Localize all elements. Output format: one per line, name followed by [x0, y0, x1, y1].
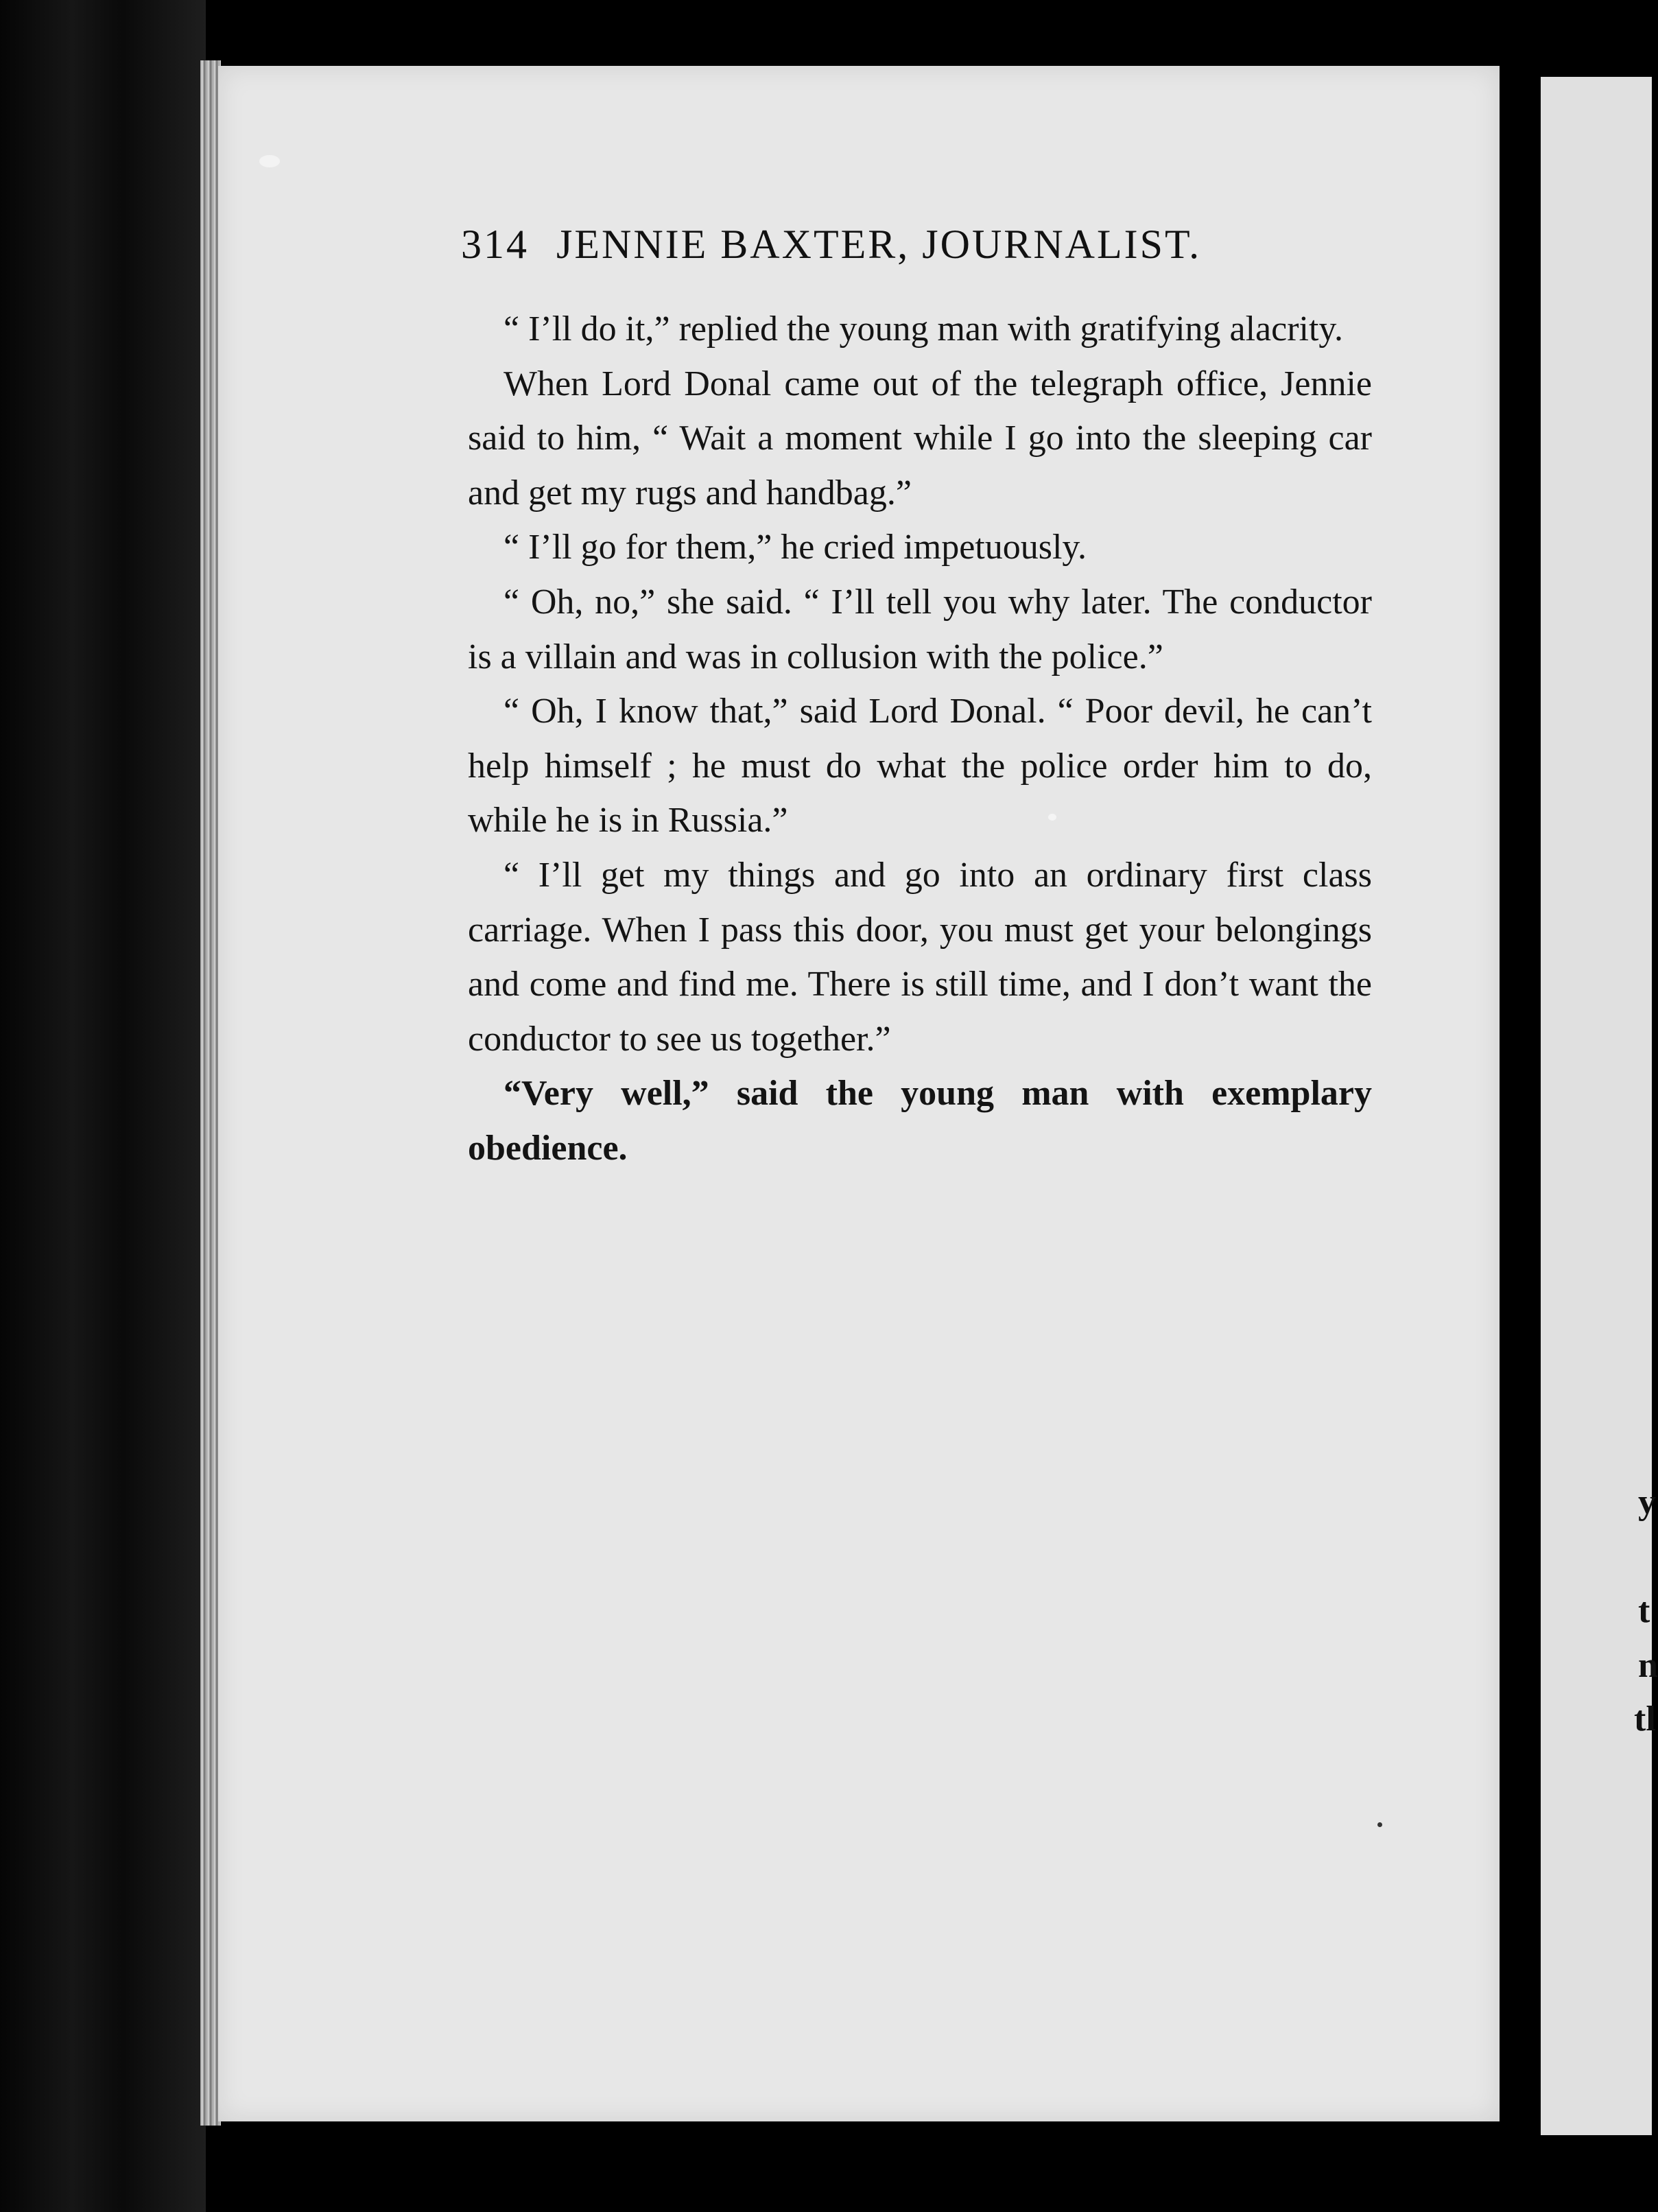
paragraph: “ I’ll do it,” replied the young man with gratifying alacrity. [504, 309, 1344, 349]
paragraph: “ Oh, no,” she said. “ I’ll tell you why later. The conductor is a villain and was in collusion with the police.” [468, 582, 1372, 676]
paragraph: “Very well,” said the young man with exemplary obedience. [468, 1074, 1372, 1168]
book-gutter [1500, 48, 1541, 2148]
next-page-edge [1541, 77, 1652, 2135]
scan-frame-left [0, 0, 206, 2212]
paragraph: “ I’ll get my things and go into an ordinary first class carriage. When I pass this door, you must get your belongings and come and find me. There is still time, and I don’t want the conductor to see us together.” [468, 855, 1372, 1059]
next-page-fragment: n [1638, 1646, 1658, 1685]
paragraph: “ I’ll go for them,” he cried impetuously. [504, 528, 1087, 567]
next-page-fragment: t [1638, 1591, 1650, 1630]
running-header [461, 221, 1380, 268]
running-title: JENNIE BAXTER, JOURNALIST. [556, 222, 1202, 267]
body-text [468, 302, 1372, 1176]
next-page-fragment: y [1638, 1483, 1656, 1522]
scan-speck [1377, 1822, 1382, 1827]
page-number: 314 [461, 222, 529, 267]
paragraph: When Lord Donal came out of the telegraph office, Jennie said to him, “ Wait a moment while I go into the sleeping car and get my rugs and handbag.” [468, 364, 1372, 513]
scan-speck [259, 155, 280, 167]
next-page-fragment: tl [1634, 1699, 1656, 1739]
paragraph: “ Oh, I know that,” said Lord Donal. “ Poor devil, he can’t help himself ; he must do what the police order him to do, while he is in Russia.” [468, 692, 1372, 840]
